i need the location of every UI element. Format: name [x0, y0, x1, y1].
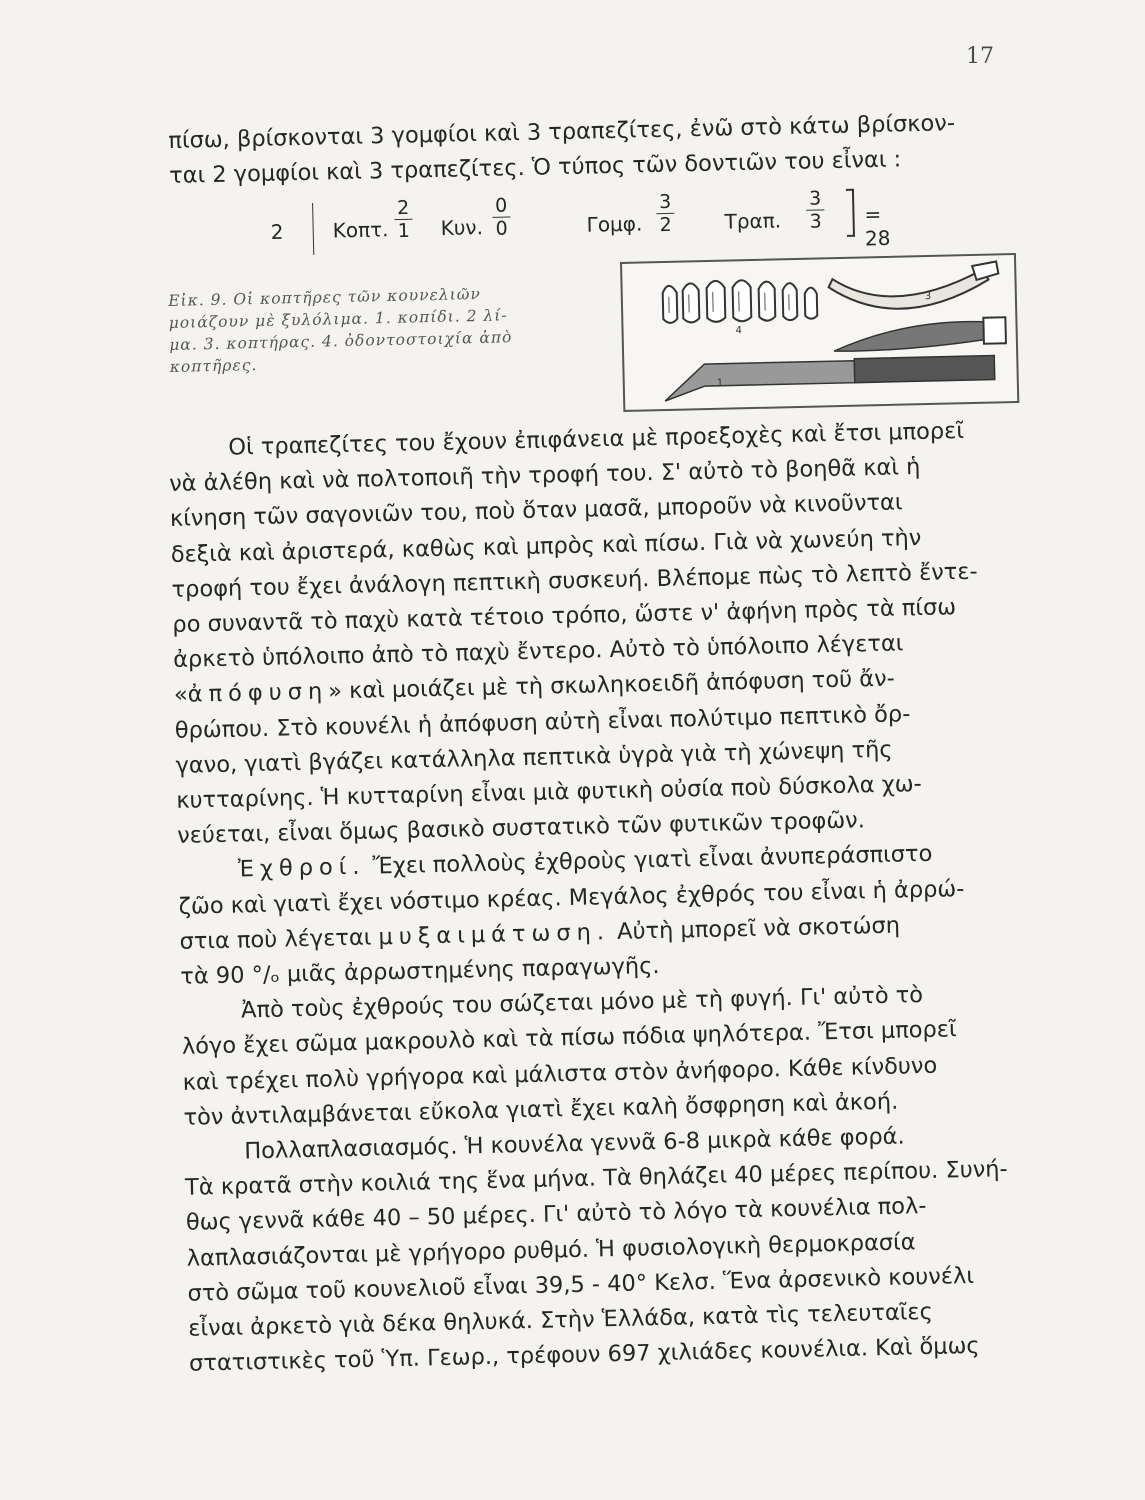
text-fragment: Ἡ κουνέλα γεννᾶ 6-8 μικρὰ κάθε φορά. [457, 1123, 905, 1160]
text-fragment: Αὐτὴ μπορεῖ νὰ σκοτώση [609, 912, 901, 945]
figure-label-1: 1 [716, 377, 724, 389]
page-number: 17 [966, 44, 994, 69]
formula-gomf-label: Γομφ. [586, 211, 643, 237]
tooth-row-illustration [662, 279, 817, 323]
fraction-denominator: 3 [809, 210, 822, 233]
formula-total: = 28 [864, 202, 891, 251]
fraction-numerator: 2 [394, 197, 413, 220]
teeth-tools-figure [620, 253, 1019, 412]
formula-kyn-fraction [492, 195, 511, 240]
text-fragment: στια ποὺ λέγεται [179, 924, 379, 955]
caption-line: Εἰκ. 9. Οἱ κοπτῆρες τῶν κουνελιῶν [168, 284, 481, 310]
text-line: καὶ τρέχει πολὺ γρήγορα καὶ μάλιστα στὸν ἀνήφορο. Κάθε κίνδυνο [182, 1052, 938, 1096]
formula-kopt-fraction [394, 197, 413, 242]
text-line: στατιστικὲς τοῦ Ὑπ. Γεωρ., τρέφουν 697 χιλιάδες κουνέλια. Καὶ ὅμως [188, 1333, 980, 1378]
dental-formula [268, 185, 909, 260]
text-line: ται 2 γομφίοι καὶ 3 τραπεζίτες. Ὁ τύπος τῶν δοντιῶν του εἶναι : [168, 146, 902, 190]
text-line: λαπλασιάζονται μὲ γρήγορο ρυθμό. Ἡ φυσιολογικὴ θερμοκρασία [186, 1228, 916, 1272]
figure-illustration [622, 255, 1017, 410]
fraction-numerator: 0 [492, 195, 511, 218]
formula-multiplier: 2 [270, 219, 284, 244]
text-line: ζῶο καὶ γιατὶ ἔχει νόστιμο κρέας. Μεγάλος ἐχθρός του εἶναι ἡ ἀρρώ- [178, 875, 965, 920]
text-line: λόγο ἔχει σῶμα μακρουλὸ καὶ τὰ πίσω πόδια ψηλότερα. Ἔτσι μπορεῖ [181, 1016, 957, 1061]
term-apofysi: ἀπόφυση [187, 678, 329, 709]
text-line: ἀρκετὸ ὑπόλοιπο ἀπὸ τὸ παχὺ ἔντερο. Αὐτὸ τὸ ὑπόλοιπο λέγεται [172, 630, 904, 674]
fraction-denominator: 0 [495, 217, 509, 240]
fraction-numerator: 3 [806, 187, 825, 210]
quote-open: « [173, 682, 189, 709]
section-heading-enemies: Ἐχθροί. [237, 854, 366, 883]
main-text [168, 412, 1059, 1382]
figure-label-3: 3 [924, 290, 932, 303]
fraction-numerator: 3 [656, 191, 675, 214]
text-line: νὰ ἀλέθη καὶ νὰ πολτοποιῆ τὴν τροφή του. Σ' αὐτὸ τὸ βοηθᾶ καὶ ἡ [168, 454, 921, 498]
text-line: εἶναι ἀρκετὸ γιὰ δέκα θηλυκά. Στὴν Ἑλλάδα, κατὰ τὶς τελευταῖες [188, 1298, 934, 1342]
caption-line: μοιάζουν μὲ ξυλόλιμα. 1. κοπίδι. 2 λί- [168, 306, 508, 332]
text-line: τροφή του ἔχει ἀνάλογη πεπτικὴ συσκευή. Βλέπομε πὼς τὸ λεπτὸ ἔντε- [171, 558, 978, 603]
formula-kyn-label: Κυν. [440, 215, 484, 241]
formula-gomf-fraction [656, 191, 675, 236]
text-line: δεξιὰ καὶ ἀριστερά, καθὼς καὶ μπρὸς καὶ πίσω. Γιὰ νὰ χωνεύη τὴν [170, 524, 922, 568]
text-line: στὸ σῶμα τοῦ κουνελιοῦ εἶναι 39,5 - 40° Κελσ. Ἕνα ἀρσενικὸ κουνέλι [187, 1262, 975, 1307]
text-line: θρώπου. Στὸ κουνέλι ἡ ἀπόφυση αὐτὴ εἶναι πολύτιμο πεπτικὸ ὄρ- [174, 700, 911, 744]
intro-paragraph [168, 104, 1039, 194]
text-line: Οἱ τραπεζίτες του ἔχουν ἐπιφάνεια μὲ προεξοχὲς καὶ ἔτσι μπορεῖ [228, 417, 965, 461]
formula-trap-fraction [806, 187, 825, 232]
text-line: κίνηση τῶν σαγονιῶν του, ποὺ ὅταν μασᾶ, μποροῦν νὰ κινοῦνται [169, 489, 903, 533]
formula-kopt-label: Κοπτ. [332, 217, 389, 243]
caption-line: μα. 3. κοπτήρας. 4. ὀδοντοστοιχία ἀπὸ [169, 328, 513, 354]
figure-label-4: 4 [735, 325, 743, 337]
text-line: θως γεννᾶ κάθε 40 – 50 μέρες. Γι' αὐτὸ τὸ λόγο τὰ κουνέλια πολ- [185, 1193, 927, 1237]
formula-bracket-right [846, 189, 855, 237]
text-fragment: » καὶ μοιάζει μὲ τὴ σκωληκοειδῆ ἀπόφυση τοῦ ἄν- [327, 666, 896, 705]
caption-line: κοπτῆρες. [169, 355, 258, 376]
fraction-denominator: 2 [659, 213, 672, 237]
formula-trap-label: Τραπ. [724, 208, 782, 234]
fraction-denominator: 1 [397, 219, 411, 243]
term-myxomatosis: μυξαιμάτωση. [378, 918, 611, 951]
formula-bracket-left [312, 203, 314, 255]
text-line: Τὰ κρατᾶ στὴν κοιλιά της ἕνα μήνα. Τὰ θηλάζει 40 μέρες περίπου. Συνή- [184, 1156, 1008, 1202]
text-line: Ἀπὸ τοὺς ἐχθρούς του σώζεται μόνο μὲ τὴ φυγή. Γι' αὐτὸ τὸ [240, 982, 924, 1024]
text-line: γανο, γιατὶ βγάζει κατάλληλα πεπτικὰ ὑγρὰ γιὰ τὴ χώνεψη τῆς [175, 736, 893, 779]
section-heading-reproduction: Πολλαπλασιασμός. [244, 1133, 458, 1165]
figure-caption [168, 280, 600, 378]
text-line: ρο συναντᾶ τὸ παχὺ κατὰ τέτοιο τρόπο, ὥστε ν' ἀφήνη πρὸς τὰ πίσω [172, 594, 957, 638]
text-line: κυτταρίνης. Ἡ κυτταρίνη εἶναι μιὰ φυτικὴ οὐσία ποὺ δύσκολα χω- [176, 771, 922, 814]
text-line: τὰ 90 °/ₒ μιᾶς ἀρρωστημένης παραγωγῆς. [180, 953, 660, 990]
text-fragment: Ἔχει πολλοὺς ἐχθροὺς γιατὶ εἶναι ἀνυπεράσπιστο [372, 841, 933, 880]
text-line: τὸν ἀντιλαμβάνεται εὔκολα γιατὶ ἔχει καλὴ ὄσφρηση καὶ ἀκοή. [183, 1088, 899, 1131]
text-line: νεύεται, εἶναι ὅμως βασικὸ συστατικὸ τῶν φυτικῶν τροφῶν. [176, 807, 866, 850]
text-line: πίσω, βρίσκονται 3 γομφίοι καὶ 3 τραπεζίτες, ἐνῶ στὸ κάτω βρίσκον- [168, 110, 956, 154]
